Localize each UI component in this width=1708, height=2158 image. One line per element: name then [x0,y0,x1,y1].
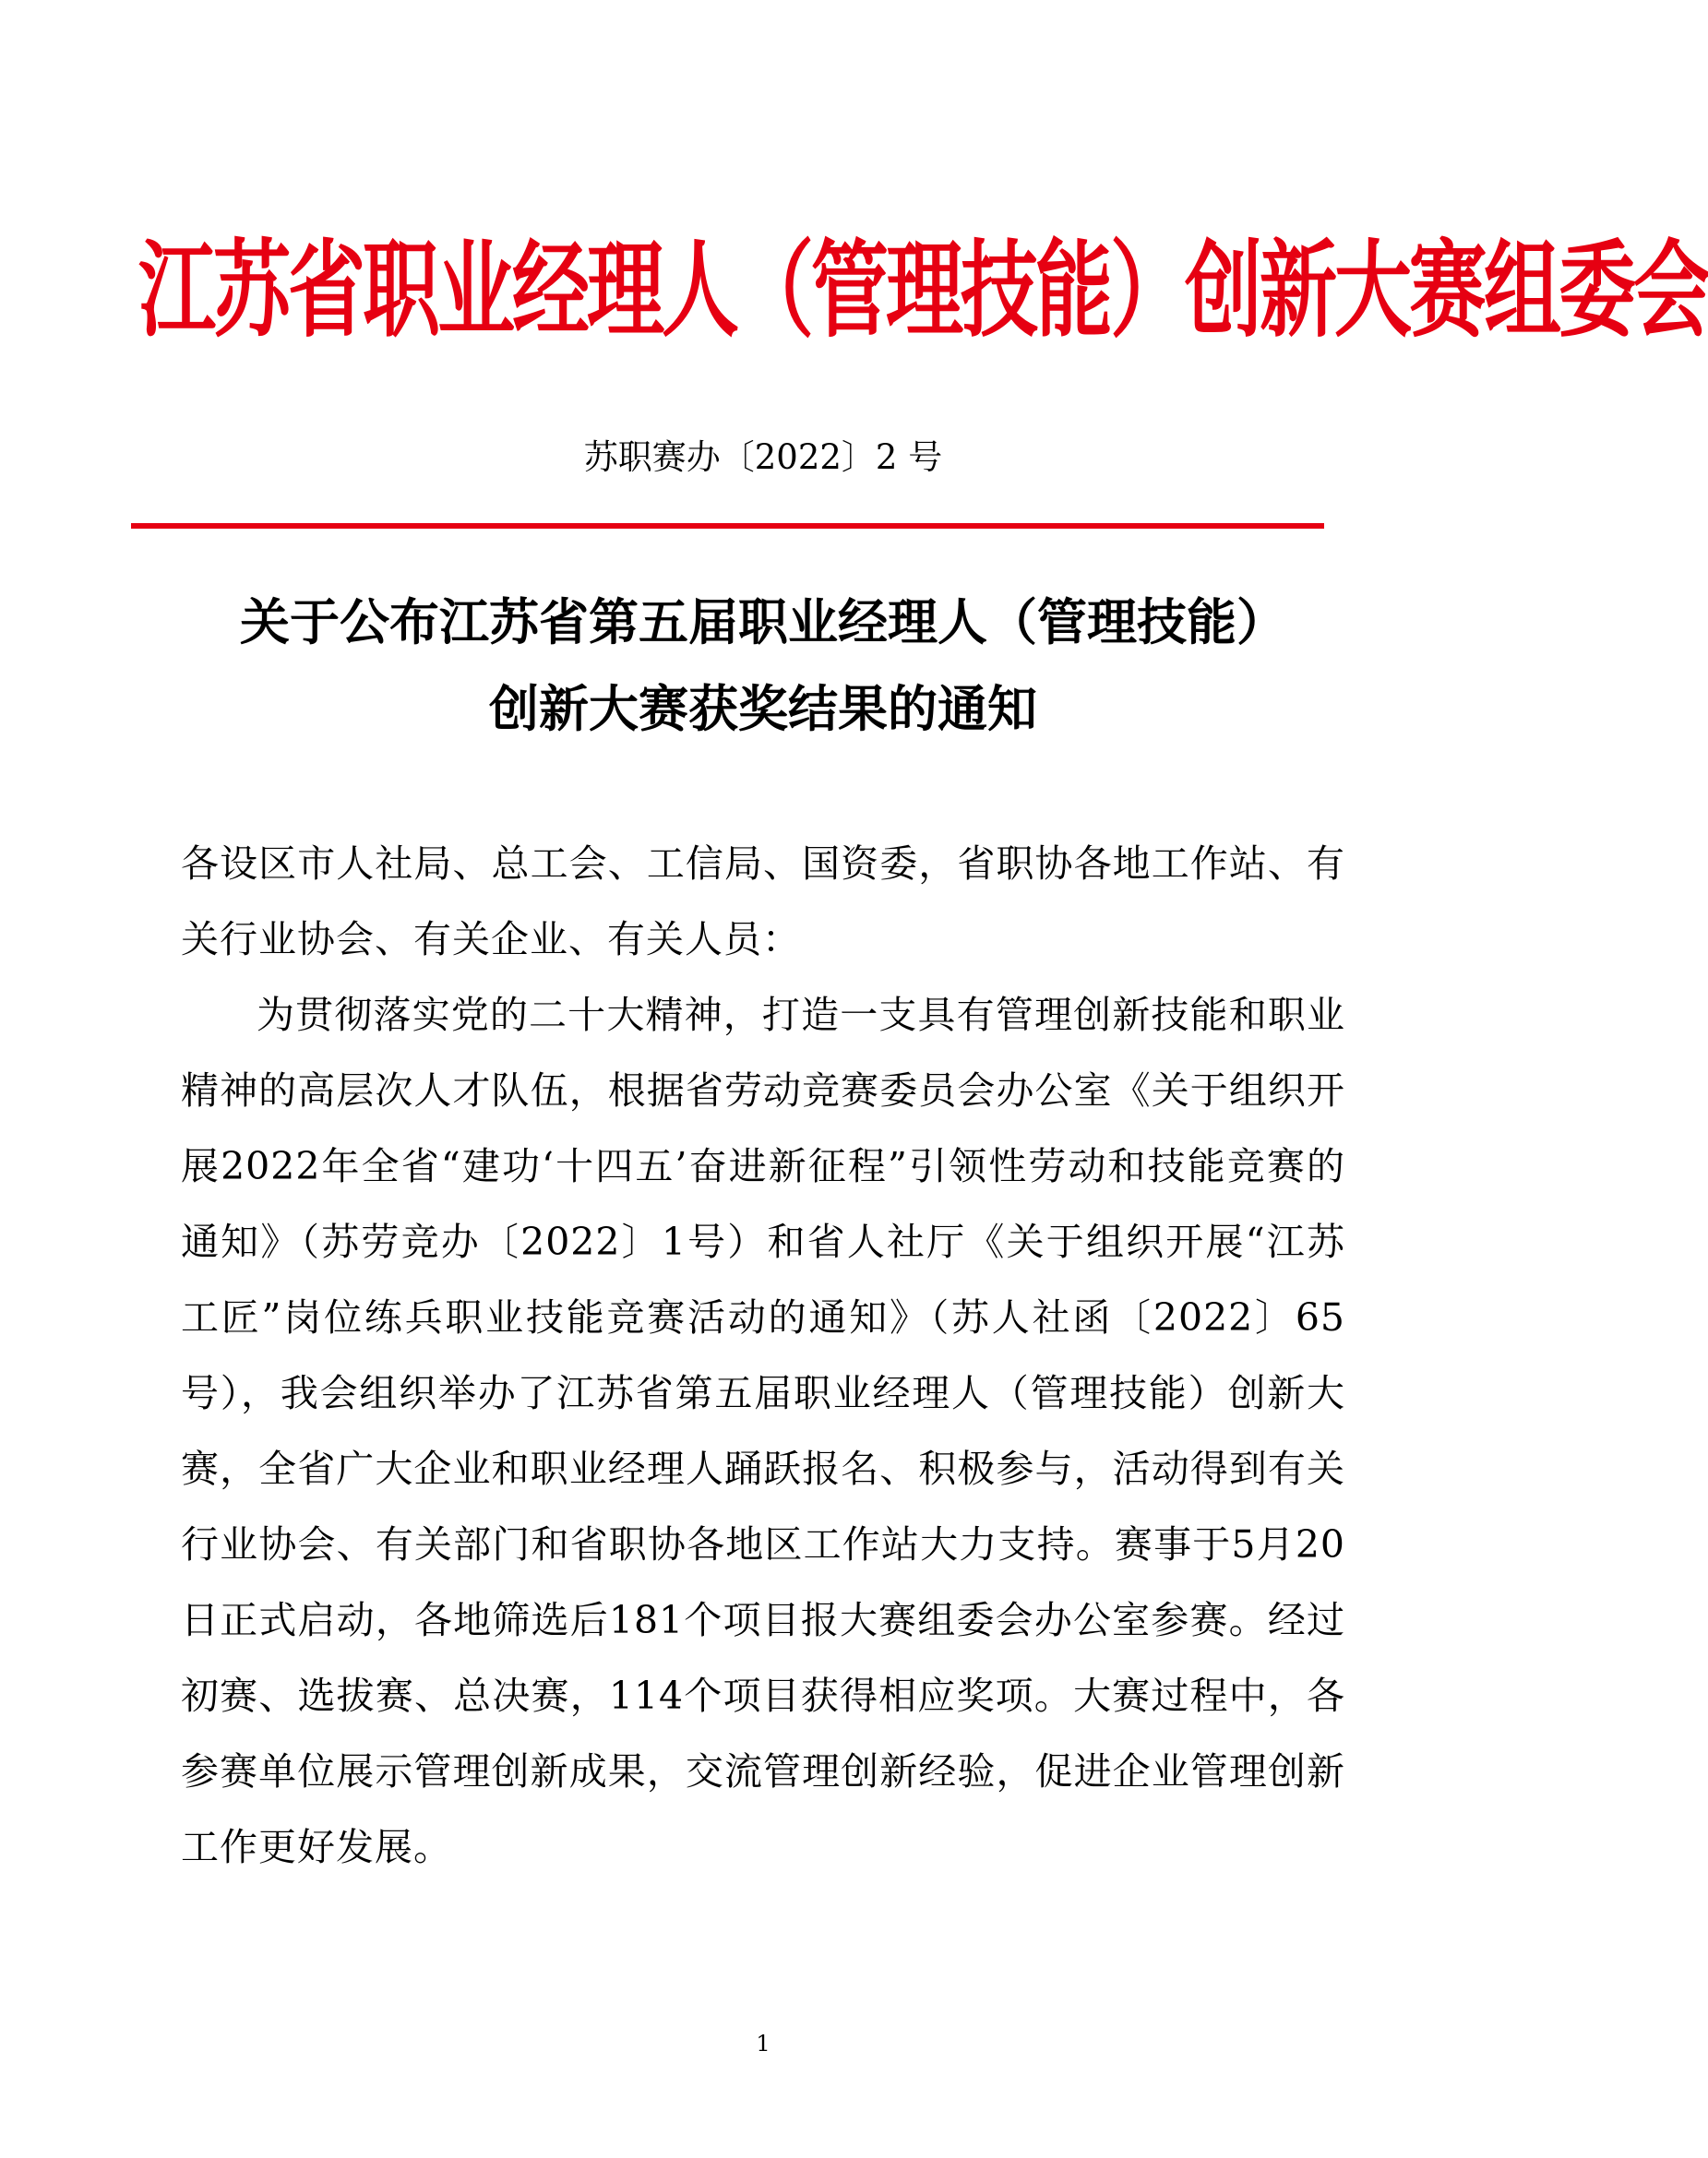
document-title [138,579,1388,753]
red-separator-line [131,523,1324,529]
document-title-line-1: 关于公布江苏省第五届职业经理人（管理技能） [240,593,1286,651]
document-body [181,826,1345,1885]
issuing-organization-header: 江苏省职业经理人（管理技能）创新大赛组委会 [138,229,1708,352]
document-title-line-2: 创新大赛获奖结果的通知 [489,680,1037,738]
body-paragraph: 为贯彻落实党的二十大精神，打造一支具有管理创新技能和职业精神的高层次人才队伍，根据省劳动竞赛委员会办公室《关于组织开展2022年全省“建功‘十四五’奋进新征程”引领性劳动和技能竞赛的通知》（苏劳竞办〔2022〕1号）和省人社厅《关于组织开展“江苏工匠”岗位练兵职业技能竞赛活动的通知》（苏人社函〔2022〕65 号），我会组织举办了江苏省第五届职业经理人（管理技能）创新大赛，全省广大企业和职业经理人踊跃报名、积极参与，活动得到有关行业协会、有关部门和省职协各地区工作站大力支持。赛事于5月20日正式启动，各地筛选后181个项目报大赛组委会办公室参赛。经过初赛、选拔赛、总决赛，114个项目获得相应奖项。大赛过程中，各参赛单位展示管理创新成果，交流管理创新经验，促进企业管理创新工作更好发展。 [181,993,1345,1869]
document-number: 苏职赛办〔2022〕2 号 [583,437,943,477]
salutation: 各设区市人社局、总工会、工信局、国资委，省职协各地工作站、有关行业协会、有关企业、有关人员： [181,841,1345,961]
page-number: 1 [756,2031,770,2057]
